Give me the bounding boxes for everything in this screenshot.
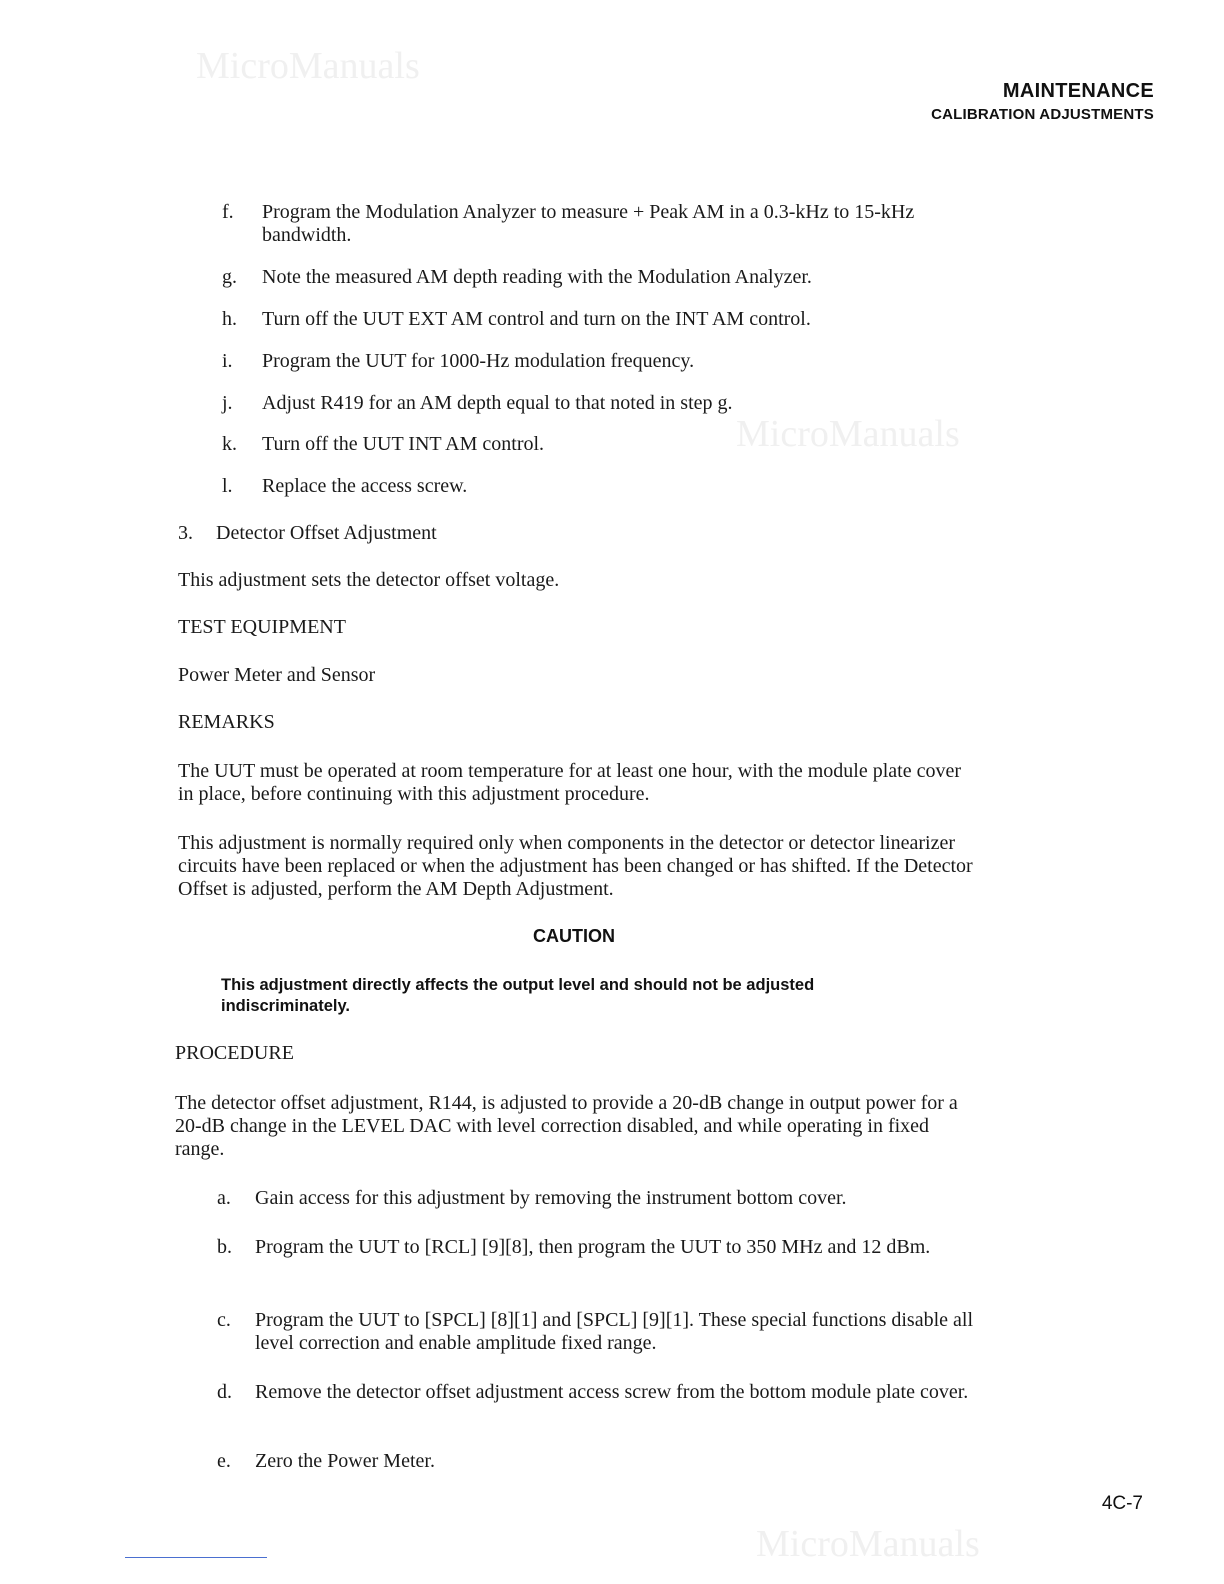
list-item: [222, 392, 982, 415]
list-item: [222, 350, 982, 373]
step-text: Note the measured AM depth reading with the Modulation Analyzer.: [262, 266, 812, 288]
step-letter: j.: [222, 392, 233, 414]
step-letter: g.: [222, 266, 237, 288]
list-item: [222, 475, 982, 498]
step-letter: c.: [217, 1309, 231, 1331]
list-item: [217, 1450, 977, 1473]
page-number: 4C-7: [1101, 1493, 1143, 1514]
header-subsection-title: CALIBRATION ADJUSTMENTS: [931, 106, 1154, 123]
test-equipment-heading: TEST EQUIPMENT: [178, 616, 346, 638]
step-text: Turn off the UUT EXT AM control and turn on the INT AM control.: [262, 308, 811, 330]
step-text: Replace the access screw.: [262, 475, 468, 497]
list-item: [222, 308, 982, 331]
step-letter: b.: [217, 1236, 232, 1258]
procedure-heading: PROCEDURE: [175, 1042, 294, 1064]
section-heading: [178, 522, 978, 545]
step-text: Program the UUT to [SPCL] [8][1] and [SPCL] [9][1]. These special functions disable all level correction and enable amplitude fixed range.: [255, 1309, 974, 1354]
test-equipment-list: Power Meter and Sensor: [178, 664, 376, 686]
watermark: MicroManuals: [756, 1523, 980, 1565]
section-title: Detector Offset Adjustment: [216, 522, 437, 544]
remarks-heading: REMARKS: [178, 711, 275, 733]
step-letter: e.: [217, 1450, 231, 1472]
list-item: [217, 1381, 977, 1404]
watermark: MicroManuals: [196, 45, 420, 87]
step-letter: f.: [222, 201, 234, 223]
header-section-title: MAINTENANCE: [1002, 80, 1154, 102]
step-letter: k.: [222, 433, 237, 455]
list-item: [217, 1236, 977, 1259]
list-item: [217, 1309, 977, 1355]
step-text: Adjust R419 for an AM depth equal to that noted in step g.: [262, 392, 733, 414]
caution-text: This adjustment directly affects the output level and should not be adjusted indiscriminately.: [221, 976, 815, 1015]
step-letter: a.: [217, 1187, 231, 1209]
list-item: [217, 1187, 977, 1210]
list-item: [222, 266, 982, 289]
section-number: 3.: [178, 522, 193, 544]
remarks-paragraph: This adjustment is normally required only when components in the detector or detector linearizer circuits have been replaced or when the adjustment has been changed or has shifted. If the Detector Offset is adjusted, perform the AM Depth Adjustment.: [178, 832, 973, 900]
step-text: Program the UUT to [RCL] [9][8], then program the UUT to 350 MHz and 12 dBm.: [255, 1236, 931, 1258]
step-text: Turn off the UUT INT AM control.: [262, 433, 545, 455]
footer-divider: [125, 1557, 267, 1558]
procedure-intro: The detector offset adjustment, R144, is adjusted to provide a 20-dB change in output power for a 20-dB change in the LEVEL DAC with level correction disabled, and while operating in fixed range.: [175, 1092, 958, 1160]
step-text: Remove the detector offset adjustment access screw from the bottom module plate cover.: [255, 1381, 969, 1403]
watermark: MicroManuals: [736, 413, 960, 455]
step-letter: h.: [222, 308, 237, 330]
step-text: Zero the Power Meter.: [255, 1450, 435, 1472]
step-letter: d.: [217, 1381, 232, 1403]
remarks-paragraph: The UUT must be operated at room temperature for at least one hour, with the module plate cover in place, before continuing with this adjustment procedure.: [178, 760, 962, 805]
step-text: Program the UUT for 1000-Hz modulation frequency.: [262, 350, 695, 372]
list-item: [222, 433, 982, 456]
caution-title: CAUTION: [533, 926, 615, 946]
step-letter: i.: [222, 350, 233, 372]
section-intro: This adjustment sets the detector offset voltage.: [178, 569, 560, 591]
step-letter: l.: [222, 475, 233, 497]
list-item: [222, 201, 982, 247]
step-text: Gain access for this adjustment by removing the instrument bottom cover.: [255, 1187, 847, 1209]
step-text: Program the Modulation Analyzer to measure + Peak AM in a 0.3-kHz to 15-kHz bandwidth.: [262, 201, 915, 246]
